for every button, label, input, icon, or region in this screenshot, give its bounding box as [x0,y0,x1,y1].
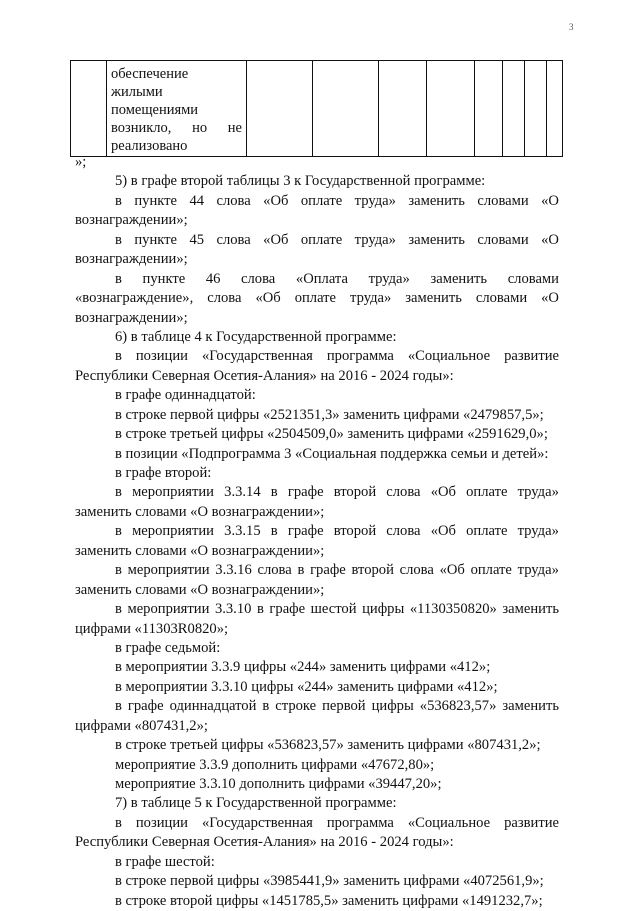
word: труда» [517,562,559,579]
text-line: заменить словами «О вознаграждении»; [75,542,325,559]
word: в [297,562,305,579]
word: в [115,348,122,365]
word: «Об [430,484,456,501]
word: труда» [354,231,396,248]
text-line: в строке первой цифры «3985441,9» заменить цифрами «4072561,9»; [115,873,544,890]
word: 44 [189,192,205,209]
word: программа [326,814,394,831]
word: слова [241,270,276,287]
text-line: в графе второй: [115,465,212,481]
text-line: заменить словами «О вознаграждении»; [75,503,325,520]
text-line [75,347,559,366]
text-line: в мероприятии 3.3.10 цифры «244» заменить цифрами «412»; [115,678,498,695]
word: мероприятии [132,523,214,540]
text-line [75,697,559,716]
word: заменить [502,698,559,715]
text-line [75,192,559,211]
text-line: в графе шестой: [115,853,215,870]
word: графе [287,484,324,501]
table-cell [247,61,313,157]
word: развитие [504,348,559,365]
word: второй [333,523,377,540]
text-line: в строке второй цифры «1451785,5» заменить цифрами «1491232,7»; [115,892,543,909]
word: «Об [430,523,456,540]
word: 3.3.15 [224,523,261,540]
word: шестой [310,601,357,618]
word: «Государственная [201,814,313,831]
word: «Оплата [295,270,348,287]
table-cell [379,61,427,157]
text-line: в мероприятии 3.3.9 цифры «244» заменить цифрами «412»; [115,659,491,676]
word: 46 [205,270,221,287]
text-line: мероприятие 3.3.10 дополнить цифрами «39447,20»; [115,776,442,792]
word: «Об [263,231,289,248]
word: оплате [300,192,343,209]
table-fragment [70,60,563,157]
word: развитие [504,814,559,831]
word: заменить [502,601,559,618]
text-line [75,270,559,289]
word: позиции [135,348,188,365]
word: в [115,231,122,248]
word: мероприятии [132,484,214,501]
word: «Об [263,192,289,209]
word: 3.3.16 [215,562,252,579]
word: в [115,814,122,831]
word: мероприятии [127,562,210,579]
word: заменить [405,290,462,307]
word: оплате [470,562,512,579]
word: в [115,270,122,287]
text-line: вознаграждении»; [75,251,188,268]
text-line: Республики Северная Осетия-Алания» на 2016 - 2024 годы»: [75,834,454,851]
word: «О [541,192,559,209]
word: «вознаграждение», [75,290,194,307]
word: «536823,57» [419,698,497,715]
word: второй [333,484,377,501]
word: слова [257,562,292,579]
word: словами [477,231,529,248]
word: цифры [362,601,405,618]
text-line: »; [75,154,87,170]
word: «Социальное [407,348,491,365]
word: заменить [430,270,488,287]
table-cell [547,61,563,157]
word: словами [507,270,559,287]
page-number: 3 [569,22,574,32]
cell-word: но [192,120,208,136]
text-line: в позиции «Подпрограмма 3 «Социальная поддержка семьи и детей»: [115,445,549,462]
word: слова [216,192,251,209]
word: труда» [354,192,396,209]
word: графе [287,523,324,540]
word: оплате [300,231,343,248]
text-line [75,289,559,308]
text-line: 5) в графе второй таблицы 3 к Государственной программе: [115,173,486,190]
word: «Социальное [407,814,491,831]
text-line: цифрами «11303R0820»; [75,620,229,637]
text-line: Республики Северная Осетия-Алания» на 2016 - 2024 годы»: [75,367,454,384]
cell-line: обеспечение [111,66,189,82]
text-line [75,231,559,250]
word: позиции [135,814,188,831]
word: графе [269,601,306,618]
text-line: заменить словами «О вознаграждении»; [75,581,325,598]
text-line [75,600,559,619]
table-cell [71,61,107,157]
text-line [75,814,559,833]
text-line: вознаграждении»; [75,212,188,229]
text-line: вознаграждении»; [75,309,188,326]
word: оплате [294,290,337,307]
word: в [115,562,122,579]
word: графе [127,698,164,715]
word: «Государственная [201,348,313,365]
word: 3.3.14 [224,484,261,501]
word: второй [351,562,394,579]
word: строке [275,698,317,715]
table-cell [525,61,547,157]
table-cell [427,61,475,157]
word: в [115,484,122,501]
word: в [115,601,122,618]
table-cell-description [107,61,247,157]
word: труда» [350,290,392,307]
word: «1130350820» [409,601,497,618]
word: 3.3.10 [214,601,252,618]
word: словами [477,192,529,209]
cell-word: не [227,120,242,136]
table-cell [503,61,525,157]
word: слова [386,484,421,501]
word: труда» [517,484,559,501]
word: графе [310,562,346,579]
word: «О [541,290,559,307]
word: пункте [134,192,178,209]
word: в [256,601,264,618]
word: оплате [466,523,508,540]
word: в [270,484,278,501]
word: пункте [134,231,178,248]
word: слова [399,562,434,579]
word: первой [322,698,366,715]
word: цифры [371,698,414,715]
text-line: 6) в таблице 4 к Государственной программе: [115,328,397,345]
text-line: в графе одиннадцатой: [115,387,256,404]
word: одиннадцатой [169,698,257,715]
cell-line: реализовано [111,138,188,154]
word: мероприятии [127,601,210,618]
word: в [115,192,122,209]
cell-line [111,119,242,137]
text-line: в строке третьей цифры «2504509,0» заменить цифрами «2591629,0»; [115,426,548,443]
text-line: 7) в таблице 5 к Государственной программе: [115,795,397,812]
word: «О [541,231,559,248]
word: пункте [142,270,186,287]
text-line [75,483,559,502]
word: оплате [466,484,508,501]
cell-word: возникло, [111,120,172,136]
word: заменить [408,192,465,209]
text-line: цифрами «807431,2»; [75,717,208,734]
text-line [75,522,559,541]
word: слова [386,523,421,540]
document-body [75,153,559,911]
text-line: в строке третьей цифры «536823,57» заменить цифрами «807431,2»; [115,737,541,754]
word: словами [475,290,528,307]
word: слова [216,231,251,248]
word: 45 [189,231,205,248]
word: в [270,523,278,540]
text-line: в графе седьмой: [115,639,221,656]
text-line [75,561,559,580]
word: «Об [255,290,281,307]
word: «Об [439,562,465,579]
word: программа [326,348,394,365]
cell-line: жилыми [111,84,163,100]
text-line: мероприятие 3.3.9 дополнить цифрами «47672,80»; [115,756,435,773]
word: труда» [368,270,410,287]
table-cell [313,61,379,157]
word: в [115,698,122,715]
table-cell [475,61,503,157]
word: в [262,698,270,715]
cell-line: помещениями [111,102,199,118]
word: заменить [408,231,465,248]
word: труда» [517,523,559,540]
text-line: в строке первой цифры «2521351,3» заменить цифрами «2479857,5»; [115,406,544,423]
word: слова [207,290,242,307]
word: в [115,523,122,540]
